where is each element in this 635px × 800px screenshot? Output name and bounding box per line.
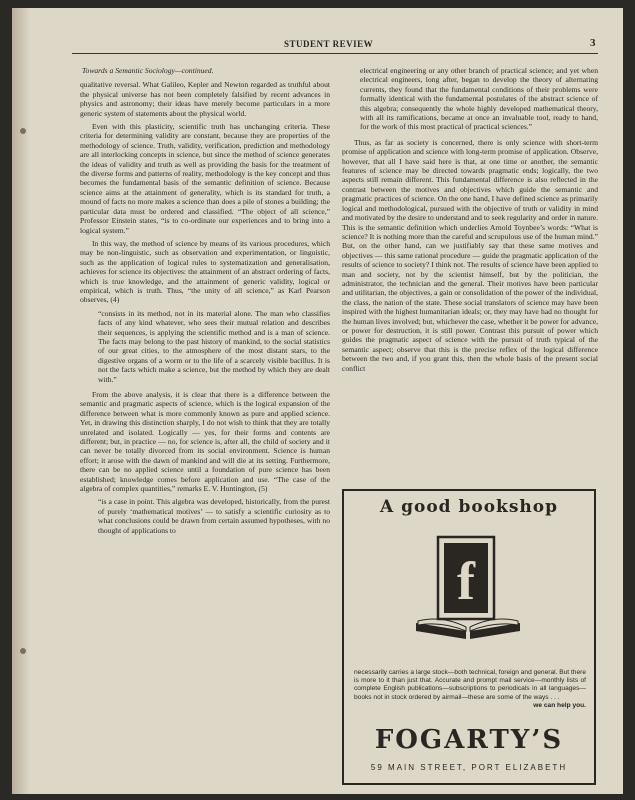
- paragraph: Thus, as far as society is concerned, there is only science with short-term promise of application and science with long-term promise of application. Observe, however, that all I have said here is that, at one time or another, the semantic features of science may be directed towards pragmatic ends; logically, the two aspects still remain different. This fundamental difference is also reflected in the contrast between the motives and objectives which guide the semantic and pragmatic practices of science. On the one hand, I have defined science as primarily logical and methodological, pursued with the objective of truth or validity in mind and motivated by the desire to understand and to seek regularity and order in nature. This is the semantic definition which underlies Arnold Toynbee’s words: “What is science? It is nothing more than the careful and scrupulous use of the human mind.” But, on the other hand, can we justifiably say that these same motives and objectives — this same rational procedure — guide the pragmatic application of the results of science to society? I think not. The results of science have been applied to man and society, not by the scientist himself, but by the politician, the administrator, the technician and the general. Their motives have been particular and utilitarian, the objectives, a gain or consolidation of the power of the individual, the class, the nation of the state. These social translators of science may have been inspired with the highest humanitarian ideals; or, they may have had no thought for the human lives involved; but, whichever the case, whether it be power for advance, or power for destruction, it is still power. Contrast this pursuit of power which guides the pragmatic aspect of science with the pursuit of truth typical of the semantic aspect; observe that this is the precise reflex of the logical difference between the two and, if you grant this, then the whole basis of the present social conflict: [342, 137, 598, 373]
- ad-body-text: necessarily carries a large stock—both technical, foreign and general. But there is more to it than just that. Accurate and prompt mail service—monthly lists of complete English publications—subscriptions to periodicals in all languages—books not in stock ordered by airmail—these are some of the ways . . .: [354, 669, 587, 701]
- right-column: [342, 66, 598, 486]
- block-quote: “is a case in point. This algebra was developed, historically, from the purest of purely ‘mathematical motives’ — to satisfy a scientific curiosity as to what conclusions could be drawn from certain assumed hypotheses, with no thought of applications to: [98, 497, 330, 535]
- page-number: 3: [590, 37, 596, 49]
- binding-stain: [12, 8, 30, 794]
- staple-hole: [20, 648, 26, 654]
- ad-brand-name: FOGARTY’S: [374, 725, 564, 755]
- book-letter: f: [457, 551, 475, 611]
- header-rule: [72, 53, 598, 54]
- bookshop-advertisement: [342, 489, 596, 785]
- running-header: STUDENT REVIEW: [284, 39, 374, 49]
- staple-hole: [20, 128, 26, 134]
- paragraph: From the above analysis, it is clear that there is a difference between the semantic and pragmatic aspects of science, which is the logical expansion of the difference between what is more commonly known as pure and applied science. Yet, in drawing this distinction sharply, I do not wish to think that they are totally unrelated and isolated. Logically — yes, for their forms and contents are different; but, in practice — no, for science is, after all, the child of society and it can never be totally divorced from its social environment. Science is human effort; it arose with the dawn of mankind and will die at its setting. Furthermore, there can be no applied science until a foundation of pure science has been established; knowledge comes before application and use. “The case of the algebra of complex quantities,” remarks E. V. Huntington, (5): [80, 390, 330, 494]
- magazine-page: [12, 8, 623, 794]
- ad-tagline: we can help you.: [533, 701, 586, 709]
- block-quote-continued: electrical engineering or any other branch of practical science; and yet when electrical engineers, long after, began to develop the theory of alternating currents, they found that the fundamental conditions of their problems were formally identical with the fundamental postulates of the abstract science of this algebra; consequently the whole highly developed mathematical theory, with all its ramifications, became at once an invaluable tool, ready to hand, for the work of this most practical of practical sciences.”: [360, 66, 598, 132]
- paragraph: Even with this plasticity, scientific truth has unchanging criteria. These criteria for determining validity are constant, because they are properties of the methodology of science. Truth, validity, verification, prediction and methodology are all interlocking concepts in science, but since the method of science generates the ideas of validity and truth as well as providing the basis for the treatment of the diverse forms and patterns of reality, methodology is the key concept and thus becomes the fundamental basis of the semantic definition of science. Because science aims at the attainment of generality, which is its standard for truth, a mound of facts no more makes a science than does a pile of stones a building; the particular data must be ordered and classified. “The object of all science,” Professor Einstein states, “is to co-ordinate our experiences and to bring into a logical system.”: [80, 122, 330, 235]
- left-column: [80, 66, 330, 786]
- block-quote: “consists in its method, not in its material alone. The man who classifies facts of any kind whatever, who sees their mutual relation and describes their sequences, is applying the scientific method and is a man of science. The facts may belong to the past history of mankind, to the social statistics of our great cities, to the atmosphere of the most distant stars, to the digestive organs of a worm or to the life of a scarcely visible bacillus. It is not the facts which make a science, but the method by which they are dealt with.”: [98, 308, 330, 384]
- ad-address: 59 MAIN STREET, PORT ELIZABETH: [370, 763, 568, 772]
- paragraph: In this way, the method of science by means of its various procedures, which may be non-linguistic, such as observation and experimentation, or linguistic, such as the application of logical rules to systematization and generalisation, achieves for science its objectives: the attainment of an abstract ordering of facts, which is true knowledge, and the attainment of generic validity, logical or empirical, which is truth. Thus, “the unity of all science,” as Karl Pearson observes, (4): [80, 238, 330, 305]
- open-book-icon: [408, 531, 528, 651]
- continuation-subhead: Towards a Semantic Sociology—continued.: [82, 66, 214, 75]
- paragraph: qualitative reversal. What Galileo, Kepler and Newton regarded as truthful about the physical universe has not been completely falsified by recent advances in physics and astronomy; their ideas have merely become particulars in a more generic system of statements about the physical world.: [80, 80, 330, 118]
- ad-headline: A good bookshop: [380, 497, 558, 517]
- ad-body: [354, 669, 586, 710]
